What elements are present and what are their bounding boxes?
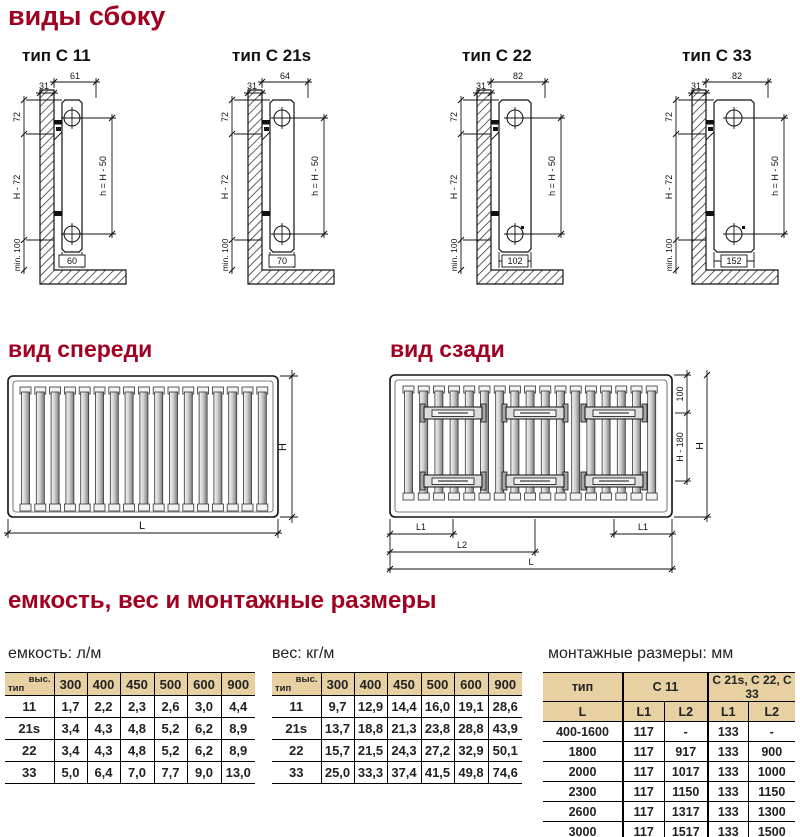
table-row — [543, 742, 795, 762]
wall-bracket-top — [55, 120, 62, 125]
type-label-c21s: тип C 21s — [232, 46, 312, 65]
cell: 1,7 — [54, 696, 87, 718]
row-header: 21s — [5, 718, 54, 740]
section-title-front-view: вид спереди — [8, 336, 153, 362]
row-header: 22 — [272, 740, 321, 762]
dim-label-min-floor: min. 100 — [12, 238, 22, 272]
group-header-c11: C 11 — [623, 673, 708, 702]
cell: 117 — [623, 802, 664, 822]
cell: 32,9 — [454, 740, 488, 762]
sub-header: L1 — [623, 702, 664, 722]
table-header-row — [543, 673, 795, 702]
capacity-caption: емкость: л/м — [8, 645, 102, 662]
front-view-diagram — [0, 366, 310, 566]
cell: 12,9 — [354, 696, 387, 718]
dim-label-depth: 152 — [726, 256, 742, 266]
dim-label-wall: 31 — [246, 81, 258, 91]
cell: 9,0 — [187, 762, 221, 784]
cell: 28,6 — [488, 696, 522, 718]
cell: 117 — [623, 742, 664, 762]
mounting-bracket — [581, 404, 647, 422]
row-header: 11 — [272, 696, 321, 718]
dim-label-top-width: 64 — [279, 71, 291, 81]
cell: 3,4 — [54, 740, 87, 762]
cell: 5,2 — [154, 718, 187, 740]
cell: 133 — [708, 762, 748, 782]
cell: 117 — [623, 762, 664, 782]
sub-header: L1 — [708, 702, 748, 722]
dim-label-wall: 31 — [690, 81, 702, 91]
cell: 133 — [708, 722, 748, 742]
corner-label-height: выс. — [295, 674, 318, 685]
mounting-table — [543, 672, 795, 837]
row-header: 1800 — [543, 742, 623, 762]
cell: 49,8 — [454, 762, 488, 784]
dim-label-height: H - 72 — [220, 174, 230, 200]
cell: 1150 — [664, 782, 708, 802]
cell: 13,0 — [221, 762, 255, 784]
cell: 23,8 — [421, 718, 454, 740]
dim-label-depth: 102 — [507, 256, 523, 266]
cell: 2,3 — [120, 696, 154, 718]
dim-label-height: H - 72 — [664, 174, 674, 200]
table-row — [543, 762, 795, 782]
column-header: 400 — [87, 673, 120, 696]
cell: 74,6 — [488, 762, 522, 784]
dim-label-top-offset: 72 — [220, 111, 230, 123]
cell: 41,5 — [421, 762, 454, 784]
table-row — [543, 802, 795, 822]
cell: 6,2 — [187, 740, 221, 762]
cell: 2,6 — [154, 696, 187, 718]
column-header: 300 — [54, 673, 87, 696]
cell: 1150 — [748, 782, 795, 802]
table-row — [5, 762, 255, 784]
cell: 21,3 — [387, 718, 421, 740]
column-header: 500 — [154, 673, 187, 696]
cell: 1517 — [664, 822, 708, 837]
wall-bracket-bottom — [54, 211, 62, 216]
cell: 5,0 — [54, 762, 87, 784]
cell: 117 — [623, 782, 664, 802]
dim-label-top-offset: 72 — [664, 111, 674, 123]
mounting-bracket — [420, 472, 486, 490]
mounting-bracket — [581, 472, 647, 490]
cell: 43,9 — [488, 718, 522, 740]
row-header: 22 — [5, 740, 54, 762]
cell: 13,7 — [321, 718, 354, 740]
mounting-bracket — [502, 404, 568, 422]
dim-label-min-floor: min. 100 — [220, 238, 230, 272]
cell: 8,9 — [221, 718, 255, 740]
mounting-bracket — [502, 472, 568, 490]
dim-label-conn-height: h = H - 50 — [98, 156, 108, 196]
cell: 1017 — [664, 762, 708, 782]
dim-label-conn-height: h = H - 50 — [770, 156, 780, 196]
cell: 117 — [623, 722, 664, 742]
cell: 6,4 — [87, 762, 120, 784]
cell: 1317 — [664, 802, 708, 822]
table-header-row — [272, 673, 522, 696]
section-title-side-views: виды сбоку — [8, 1, 166, 31]
cell: 7,7 — [154, 762, 187, 784]
column-header: 450 — [120, 673, 154, 696]
corner-label-height: выс. — [28, 674, 51, 685]
table-row — [272, 718, 522, 740]
dim-label-depth: 70 — [276, 256, 288, 266]
type-label-c11: тип C 11 — [22, 46, 91, 65]
column-header: 900 — [221, 673, 255, 696]
cell: 16,0 — [421, 696, 454, 718]
cell: 4,8 — [120, 740, 154, 762]
cell: 900 — [748, 742, 795, 762]
column-header: 600 — [187, 673, 221, 696]
mounting-caption: монтажные размеры: мм — [548, 645, 734, 662]
cell: 117 — [623, 822, 664, 837]
dim-label-top-width: 82 — [731, 71, 743, 81]
row-header: 33 — [272, 762, 321, 784]
type-label-c33: тип C 33 — [682, 46, 752, 65]
type-label-c22: тип C 22 — [462, 46, 532, 65]
cell: 1500 — [748, 822, 795, 837]
cell: 4,3 — [87, 718, 120, 740]
weight-table — [272, 672, 522, 784]
cell: 133 — [708, 782, 748, 802]
dim-label-height: H - 72 — [12, 174, 22, 200]
corner-cell — [5, 673, 54, 696]
cell: 50,1 — [488, 740, 522, 762]
cell: 1000 — [748, 762, 795, 782]
table-row — [272, 696, 522, 718]
table-row — [543, 822, 795, 837]
cell: 6,2 — [187, 718, 221, 740]
corner-label-type: тип — [8, 683, 25, 694]
table-row — [272, 762, 522, 784]
side-view-c33-diagram — [660, 70, 800, 310]
cell: 21,5 — [354, 740, 387, 762]
column-header: 400 — [354, 673, 387, 696]
column-header: 900 — [488, 673, 522, 696]
dim-label-top-offset: 100 — [675, 386, 685, 402]
dim-label-l1-left: L1 — [415, 522, 427, 532]
row-header: 3000 — [543, 822, 623, 837]
table-subheader-row — [543, 702, 795, 722]
back-view-diagram — [385, 362, 715, 577]
dim-label-top-width: 61 — [69, 71, 81, 81]
sub-header: L — [543, 702, 623, 722]
cell: - — [664, 722, 708, 742]
row-header: 2600 — [543, 802, 623, 822]
cell: 4,3 — [87, 740, 120, 762]
cell: 1300 — [748, 802, 795, 822]
side-view-c11-diagram — [8, 70, 208, 310]
section-title-back-view: вид сзади — [390, 336, 505, 362]
cell: 2,2 — [87, 696, 120, 718]
column-header: 450 — [387, 673, 421, 696]
cell: 15,7 — [321, 740, 354, 762]
dim-label-length: L — [138, 520, 146, 532]
cell: 18,8 — [354, 718, 387, 740]
table-row — [543, 782, 795, 802]
dim-label-height: H — [694, 442, 706, 450]
side-view-c21s-diagram — [216, 70, 416, 310]
dim-label-height: H — [277, 443, 289, 451]
column-header: 300 — [321, 673, 354, 696]
group-header-c21s-c22-c33: C 21s, C 22, C 33 — [708, 673, 795, 702]
sub-header: L2 — [664, 702, 708, 722]
dim-label-depth: 60 — [66, 256, 78, 266]
table-row — [5, 696, 255, 718]
cell: 24,3 — [387, 740, 421, 762]
cell: 133 — [708, 822, 748, 837]
cell: 3,4 — [54, 718, 87, 740]
table-row — [543, 722, 795, 742]
column-header: 500 — [421, 673, 454, 696]
row-header: 11 — [5, 696, 54, 718]
cell: 133 — [708, 742, 748, 762]
dim-label-top-offset: 72 — [12, 111, 22, 123]
cell: - — [748, 722, 795, 742]
dim-label-wall: 31 — [38, 81, 50, 91]
cell: 917 — [664, 742, 708, 762]
cell: 7,0 — [120, 762, 154, 784]
sub-header: L2 — [748, 702, 795, 722]
dim-label-top-width: 82 — [512, 71, 524, 81]
cell: 3,0 — [187, 696, 221, 718]
side-view-c22-diagram — [445, 70, 645, 310]
cell: 14,4 — [387, 696, 421, 718]
cell: 19,1 — [454, 696, 488, 718]
corner-cell — [272, 673, 321, 696]
cell: 25,0 — [321, 762, 354, 784]
weight-caption: вес: кг/м — [272, 645, 335, 662]
dim-label-min-floor: min. 100 — [449, 238, 459, 272]
cell: 33,3 — [354, 762, 387, 784]
dim-label-mid-height: H - 180 — [675, 432, 685, 462]
table-row — [272, 740, 522, 762]
cell: 5,2 — [154, 740, 187, 762]
dim-label-length: L — [528, 557, 534, 567]
row-header: 2000 — [543, 762, 623, 782]
cell: 133 — [708, 802, 748, 822]
corner-label-type: тип — [275, 683, 292, 694]
cell: 8,9 — [221, 740, 255, 762]
cell: 37,4 — [387, 762, 421, 784]
table-row — [5, 718, 255, 740]
cell: 4,4 — [221, 696, 255, 718]
dim-label-l1-right: L1 — [637, 522, 649, 532]
row-header: 400-1600 — [543, 722, 623, 742]
table-header-row — [5, 673, 255, 696]
table-row — [5, 740, 255, 762]
mounting-bracket — [420, 404, 486, 422]
cell: 27,2 — [421, 740, 454, 762]
cell: 9,7 — [321, 696, 354, 718]
capacity-table — [5, 672, 255, 784]
dim-label-height: H - 72 — [449, 174, 459, 200]
row-header: 33 — [5, 762, 54, 784]
row-header: 2300 — [543, 782, 623, 802]
section-title-tables: емкость, вес и монтажные размеры — [8, 587, 437, 614]
cell: 4,8 — [120, 718, 154, 740]
dim-label-l2: L2 — [456, 540, 468, 550]
dim-label-conn-height: h = H - 50 — [547, 156, 557, 196]
dim-label-conn-height: h = H - 50 — [310, 156, 320, 196]
group-header-type: тип — [543, 673, 623, 702]
cell: 28,8 — [454, 718, 488, 740]
dim-label-wall: 31 — [475, 81, 487, 91]
dim-label-top-offset: 72 — [449, 111, 459, 123]
dim-label-min-floor: min. 100 — [664, 238, 674, 272]
column-header: 600 — [454, 673, 488, 696]
row-header: 21s — [272, 718, 321, 740]
